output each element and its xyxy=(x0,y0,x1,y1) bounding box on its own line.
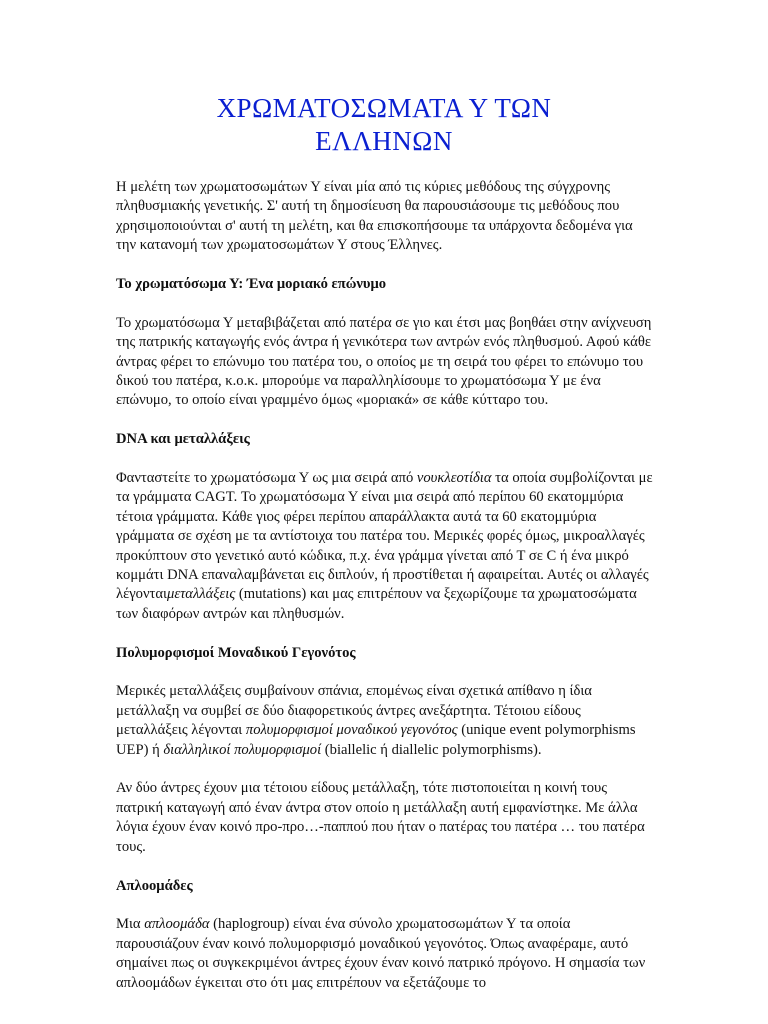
intro-paragraph: Η μελέτη των χρωματοσωμάτων Υ είναι μία από τις κύριες μεθόδους της σύγχρονης πληθυσμιακής γενετικής. Σ' αυτή τη δημοσίευση θα παρουσιάσουμε τις μεθόδους που χρησιμοποιούνται σ' αυτή τη μελέτη, και θα επισκοπήσουμε τα υπάρχοντα δεδομένα για την κατανομή των χρωματοσωμάτων Υ στους Έλληνες. xyxy=(116,179,633,254)
text-run: (haplogroup) είναι ένα σύνολο χρωματοσωμάτων Υ τα οποία παρουσιάζουν έναν κοινό πολυμορφισμό μοναδικού γεγονότος. Όπως αναφέραμε, αυτό σημαίνει πως οι συγκεκριμένοι άντρες έχουν έναν κοινό πατρικό πρόγονο. Η σημασία των απλοομάδων έγκειται στο ότι μας επιτρέπουν να εξετάζουμε το xyxy=(116,916,646,991)
page-title xyxy=(0,92,768,158)
title-line-1: ΧΡΩΜΑΤΟΣΩΜΑΤΑ Υ ΤΩΝ xyxy=(216,93,552,123)
text-run: Μερικές μεταλλάξεις συμβαίνουν σπάνια, επομένως είναι σχετικά απίθανο η ίδια μετάλλαξη να συμβεί σε δύο διαφορετικούς άντρες ανεξάρτητα. Τέτοιου είδους μεταλλάξεις λέγονται xyxy=(116,683,592,739)
term-nucleotides: νουκλεοτίδια xyxy=(416,470,492,487)
paragraph-y-chromosome: Το χρωματόσωμα Υ μεταβιβάζεται από πατέρα σε γιο και έτσι μας βοηθάει στην ανίχνευση της πατρικής καταγωγής ενός άντρα ή γενικότερα των αντρών ενός πληθυσμού. Αφού κάθε άντρας φέρει το επώνυμο του πατέρα του, ο οποίος με τη σειρά του φέρει το επώνυμο του δικού του πατέρα, κ.ο.κ. μπορούμε να παραλληλίσουμε το χρωματόσωμα Υ με ένα επώνυμο, το οποίο είναι γραμμένο όμως «μοριακά» σε κάθε κύτταρο του. xyxy=(116,314,652,409)
document-body xyxy=(116,178,656,1012)
term-mutations: μεταλλάξεις xyxy=(167,586,236,603)
term-biallelic: διαλληλικοί πολυμορφισμοί xyxy=(163,741,322,758)
paragraph-haplogroups xyxy=(116,915,656,993)
paragraph-dna-mutations xyxy=(116,469,656,624)
text-run: τα οποία συμβολίζονται με τα γράμματα CAGT. Το χρωματόσωμα Υ είναι μια σειρά από περίπου 60 εκατομμύρια τέτοια γράμματα. Κάθε γιος φέρει περίπου απαράλλακτα αυτά τα 60 εκατομμύρια γράμματα σε σχέση με τα αντίστοιχα του πατέρα του. Μερικές φορές όμως, μικροαλλαγές προκύπτουν στο γενετικό αυτό κώδικα, π.χ. ένα γράμμα γίνεται από Τ σε C ή ένα μικρό κομμάτι DNA επαναλαμβάνεται εις διπλούν, ή προστίθεται ή αφαιρείται. Αυτές οι αλλαγές λέγονται xyxy=(116,470,653,603)
section-heading-haplogroups: Απλοομάδες xyxy=(116,877,193,894)
term-uep: πολυμορφισμοί μοναδικού γεγονότος xyxy=(245,722,458,739)
text-run: Μια xyxy=(116,916,145,933)
section-heading-uep: Πολυμορφισμοί Μοναδικού Γεγονότος xyxy=(116,644,356,661)
text-run: (mutations) και μας επιτρέπουν να ξεχωρίζουμε τα χρωματοσώματα των διαφόρων αντρών και πληθυσμών. xyxy=(116,586,637,622)
section-heading-dna-mutations: DNA και μεταλλάξεις xyxy=(116,431,250,448)
text-run: (biallelic ή diallelic polymorphisms). xyxy=(321,741,542,758)
term-haplogroup: απλοομάδα xyxy=(144,916,210,933)
section-heading-y-chromosome: Το χρωματόσωμα Υ: Ένα μοριακό επώνυμο xyxy=(116,276,387,293)
title-line-2: ΕΛΛΗΝΩΝ xyxy=(315,126,453,156)
paragraph-uep xyxy=(116,682,656,760)
text-run: Φανταστείτε το χρωματόσωμα Υ ως μια σειρά από xyxy=(116,470,417,487)
text-run: (unique event polymorphisms UEP) ή xyxy=(116,722,636,758)
paragraph-common-ancestor: Αν δύο άντρες έχουν μια τέτοιου είδους μετάλλαξη, τότε πιστοποιείται η κοινή τους πατρική καταγωγή από έναν άντρα στον οποίο η μετάλλαξη αυτή εμφανίστηκε. Με άλλα λόγια έχουν έναν κοινό προ-προ…-παππού που ήταν ο πατέρας του πατέρα … του πατέρα τους. xyxy=(116,780,645,855)
